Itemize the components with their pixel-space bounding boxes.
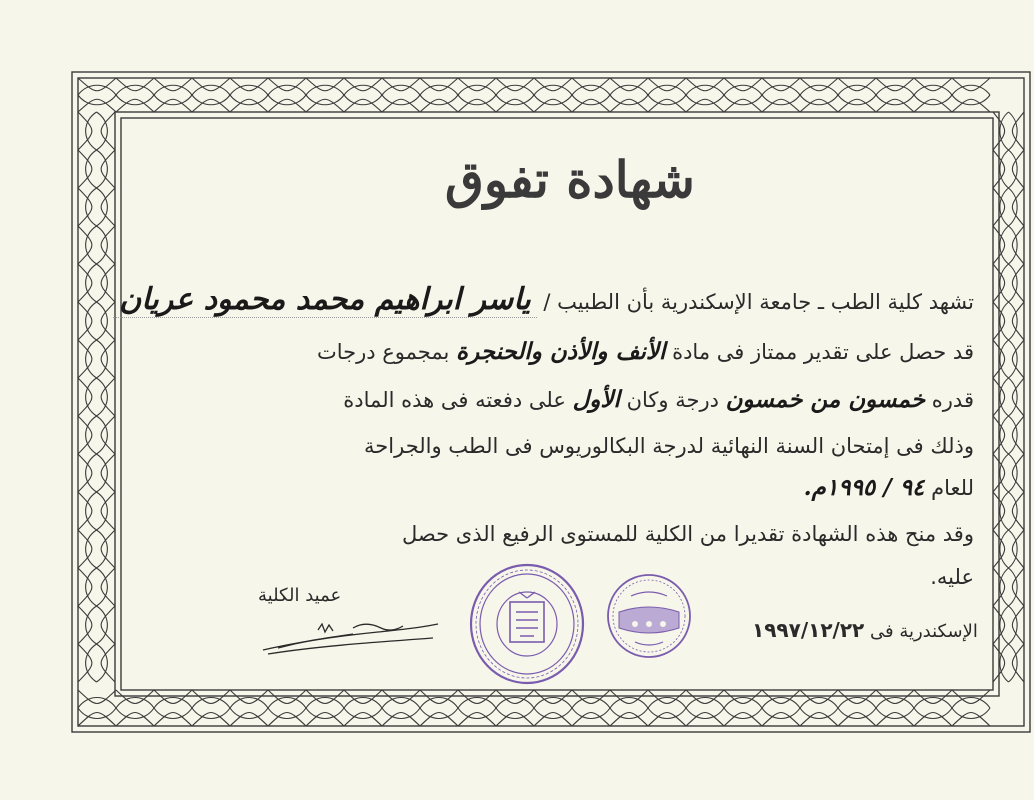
border-ornament [344,698,382,709]
border-ornament [838,85,876,95]
border-ornament [648,85,686,95]
border-ornament [838,698,876,709]
line3-text-c: على دفعته فى هذه المادة [343,388,566,412]
border-ornament [306,85,344,95]
border-ornament [952,708,990,719]
border-ornament [800,698,838,709]
issue-date: ١٩٩٧/١٢/٢٢ [752,618,865,642]
body-line-6: وقد منح هذه الشهادة تقديرا من الكلية للمستوى الرفيع الذى حصل [402,522,974,546]
border-ornament [97,112,108,150]
body-line-4: وذلك فى إمتحان السنة النهائية لدرجة البكالوريوس فى الطب والجراحة [364,434,974,458]
university-seal [468,562,586,687]
border-ornament [914,708,952,719]
border-ornament [86,530,97,568]
place-text: الإسكندرية فى [870,621,978,642]
border-ornament [420,85,458,95]
border-ornament [78,708,116,719]
academic-year: ٩٤ / ١٩٩٥م. [803,474,925,501]
border-ornament [97,188,108,226]
border-ornament [86,644,97,682]
border-ornament [496,85,534,95]
border-ornament [914,85,952,95]
border-ornament [724,95,762,105]
border-ornament [86,112,97,150]
border-ornament [914,698,952,709]
border-ornament [876,708,914,719]
faculty-stamp [605,572,693,660]
border-ornament [154,708,192,719]
border-ornament [86,340,97,378]
border-ornament [762,698,800,709]
border-ornament [192,708,230,719]
border-ornament [116,95,154,105]
border-ornament [724,85,762,95]
student-name: ياسر ابراهيم محمد محمود عريان [113,282,537,318]
border-ornament [686,698,724,709]
border-ornament [306,95,344,105]
body-line-3 [343,386,974,413]
border-ornament [458,708,496,719]
border-ornament [344,95,382,105]
border-ornament [686,85,724,95]
border-ornament [648,698,686,709]
border-ornament [610,85,648,95]
border-ornament [192,95,230,105]
border-ornament [78,85,116,95]
border-ornament [97,302,108,340]
border-ornament [268,95,306,105]
border-ornament [382,708,420,719]
border-ornament [86,264,97,302]
border-ornament [344,708,382,719]
border-ornament [154,698,192,709]
certificate-title: شهادة تفوق [445,150,695,209]
border-ornament [952,85,990,95]
border-ornament [306,708,344,719]
border-ornament [496,708,534,719]
border-ornament [762,85,800,95]
border-ornament [86,188,97,226]
border-ornament [192,85,230,95]
border-ornament [496,698,534,709]
score-words: خمسون من خمسون [725,386,926,413]
border-ornament [78,95,116,105]
border-ornament [458,698,496,709]
border-ornament [97,568,108,606]
border-ornament [724,708,762,719]
border-ornament [800,85,838,95]
border-ornament [534,698,572,709]
border-ornament [914,95,952,105]
line2-text-b: بمجموع درجات [316,340,450,364]
border-ornament [876,85,914,95]
border-ornament [610,708,648,719]
border-ornament [838,95,876,105]
subject: الأنف والأذن والحنجرة [456,338,666,365]
border-ornament [610,95,648,105]
body-line-5 [804,474,974,501]
border-ornament [838,708,876,719]
border-ornament [572,95,610,105]
rank: الأول [572,386,620,413]
border-ornament [496,95,534,105]
border-ornament [268,708,306,719]
border-ornament [344,85,382,95]
border-ornament [192,698,230,709]
border-ornament [648,95,686,105]
border-ornament [268,85,306,95]
border-ornament [154,85,192,95]
border-ornament [116,85,154,95]
border-ornament [86,302,97,340]
border-ornament [876,698,914,709]
border-ornament [762,708,800,719]
border-ornament [230,95,268,105]
issue-place-date [752,618,978,642]
border-ornament [762,95,800,105]
border-ornament [97,606,108,644]
border-ornament [97,150,108,188]
border-ornament [420,698,458,709]
border-ornament [420,708,458,719]
line5-text: للعام [931,476,974,500]
border-ornament [952,95,990,105]
line1-text: تشهد كلية الطب ـ جامعة الإسكندرية بأن الطبيب / [543,290,974,314]
border-ornament [610,698,648,709]
border-ornament [686,95,724,105]
border-ornament [420,95,458,105]
border-ornament [800,95,838,105]
body-line-1 [113,282,974,317]
border-ornament [97,416,108,454]
border-ornament [86,454,97,492]
border-ornament [86,378,97,416]
border-ornament [572,708,610,719]
border-ornament [572,698,610,709]
border-ornament [154,95,192,105]
border-ornament [97,530,108,568]
border-ornament [572,85,610,95]
border-ornament [97,340,108,378]
border-ornament [86,150,97,188]
border-ornament [116,708,154,719]
border-ornament [97,492,108,530]
border-ornament [97,264,108,302]
border-ornament [800,708,838,719]
line2-text-a: قد حصل على تقدير ممتاز فى مادة [672,340,974,364]
border-ornament [648,708,686,719]
border-ornament [86,568,97,606]
border-ornament [230,698,268,709]
border-ornament [230,85,268,95]
border-ornament [382,85,420,95]
border-ornament [458,95,496,105]
border-ornament [268,698,306,709]
border-ornament [686,708,724,719]
border-ornament [230,708,268,719]
border-ornament [86,416,97,454]
dean-title: عميد الكلية [258,585,342,606]
body-line-7: عليه. [930,565,974,589]
border-ornament [86,492,97,530]
border-ornament [97,644,108,682]
line3-text-b: درجة وكان [626,388,719,412]
border-ornament [382,698,420,709]
border-ornament [724,698,762,709]
border-ornament [306,698,344,709]
border-ornament [876,95,914,105]
body-line-2 [317,338,974,365]
border-ornament [952,698,990,709]
border-ornament [534,95,572,105]
border-ornament [78,698,116,709]
border-ornament [116,698,154,709]
line3-text-a: قدره [931,388,974,412]
border-ornament [86,226,97,264]
border-ornament [534,85,572,95]
border-ornament [97,454,108,492]
border-ornament [458,85,496,95]
border-ornament [382,95,420,105]
border-ornament [97,226,108,264]
border-ornament [534,708,572,719]
border-ornament [97,378,108,416]
border-ornament [86,606,97,644]
dean-signature [258,612,443,657]
